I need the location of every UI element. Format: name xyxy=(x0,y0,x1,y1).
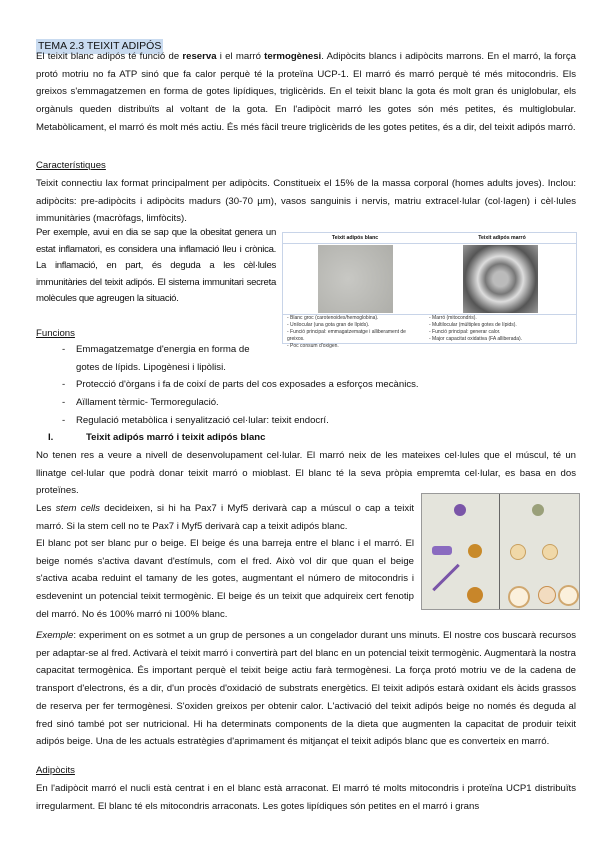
white-adipocyte-icon xyxy=(508,586,530,608)
obesity-paragraph: Per exemple, avui en dia se sap que la obesitat genera un estat inflamatori, es considera una inflamació lleu i crònica. La inflamació, en part, és deguda a les cèl·lules immunitàries del teixit adipós. El sistema immunitari secreta molècules que agreugen la situació. xyxy=(36,227,276,304)
note: - Funció principal: emmagatzematge i alliberament de greixos. xyxy=(287,329,406,342)
section-title: Teixit adipós marró i teixit adipós blanc xyxy=(86,432,266,443)
bold-term: reserva xyxy=(182,51,217,62)
white-tissue-micrograph xyxy=(318,245,393,313)
text: i el marró xyxy=(216,51,265,62)
note: - Multilocular (múltiples gotes de lípids). xyxy=(429,322,517,328)
italic-term: Exemple xyxy=(36,630,74,641)
stem-cell-icon xyxy=(454,504,466,516)
text: El teixit blanc adipós té funció de xyxy=(36,51,183,62)
brown-tissue-micrograph xyxy=(463,245,538,313)
stem-cell-icon xyxy=(532,504,544,516)
heading-adipocits: Adipòcits xyxy=(36,765,75,776)
note: - Unilocular (una gota gran de lípids). xyxy=(287,322,370,328)
section-heading xyxy=(36,429,576,447)
stem-cells-paragraph xyxy=(36,500,414,535)
text: : experiment on es sotmet a un grup de persones a un congelador durant uns minuts. El nostre cos buscarà recursos per adaptar-se al fred. Activarà el teixit marró i convertirà part del blanc en un potencial teixit termogènic. Augmentarà la nostra capacitat termogènica. És important perquè el teixit beige actiu farà termogènesi. La força protó motriu ve de la cadena de transport d'electrons, és a dir, d'un procès d'oxidació de substrats energètics. El teixit adipós estarà oxidant els àcids grassos de reserva per fer termogènesi. S'oxiden greixos per obtenir calor. L'activació del teixit adipós beige no només és deguda al fred sinó també pot ser nutricional. Hi ha determinats components de la dieta que augmenten la capacitat de produir teixit adipós beige. Una de les actuals estratègies d'aprimament és mitjançat el teixit adipós blanc que es converteix en marró. xyxy=(36,630,576,748)
text: Les xyxy=(36,503,56,514)
heading-funcions: Funcions xyxy=(36,328,75,339)
cell-lineage-diagram xyxy=(421,493,580,610)
bold-term: termogènesi xyxy=(264,51,322,62)
beige-paragraph: El blanc pot ser blanc pur o beige. El beige és una barreja entre el blanc i el marró. El beige només s'activa davant d'estímuls, com el fred. Això vol dir que quan el beige s'activa acaba reduint el tamany de les gotes, augmentant el número de mitocondris i esdevenint un potencial teixit termogènic. El beige és un teixit que adquireix cert fenotip del marró. No és 100% marró ni 100% blanc. xyxy=(36,538,414,620)
note: - Major capacitat oxidativa (FA alliberada). xyxy=(429,336,523,342)
brown-preadipocyte-icon xyxy=(468,544,482,558)
white-adipocyte-icon xyxy=(558,585,579,606)
list-item: - Regulació metabòlica i senyalització cel·lular: teixit endocrí. xyxy=(62,412,562,430)
page-title: TEMA 2.3 TEIXIT ADIPÓS xyxy=(38,40,162,52)
white-tissue-title: Teixit adipós blanc xyxy=(331,235,379,241)
intro-paragraph xyxy=(36,48,576,137)
note: - Blanc groc (carotenoides/hemoglobina). xyxy=(287,315,379,321)
heading-caracteristiques: Característiques xyxy=(36,160,106,171)
caracteristiques-paragraph: Teixit connectiu lax format principalment per adipòcits. Constitueix el 15% de la massa corporal (homes adults joves). Inclou: adipòcits: pre-adipòcits i adipòcits madurs (30-70 µm), vasos sanguinis i nervis, matriu extracel·lular (col·lagen) i cèl·lules immunitàries (macròfags, limfòcits). xyxy=(36,178,576,225)
note: - Poc consum d'oxigen. xyxy=(287,343,339,349)
adipose-tissue-comparison-figure xyxy=(282,232,577,349)
list-item: - Protecció d'òrgans i fa de coixí de parts del cos exposades a esforços mecànics. xyxy=(62,376,562,394)
beige-preadipocyte-icon xyxy=(542,544,558,560)
italic-term: stem cells xyxy=(55,503,100,514)
note: - Marró (mitocondris). xyxy=(429,315,477,321)
myotube-icon xyxy=(432,564,460,592)
funcions-list xyxy=(62,341,562,430)
list-item: - Emmagatzematge d'energia en forma de gotes de lípids. Lipogènesi i lipòlisi. xyxy=(62,341,271,376)
text: decideixen, si hi ha Pax7 i Myf5 derivarà cap a múscul o cap a teixit marró. Si la stem cell no te Pax7 i Myf5 derivarà cap a teixit adipós blanc. xyxy=(36,503,414,532)
section-number: I. xyxy=(48,432,54,443)
list-item: - Aïllament tèrmic- Termoregulació. xyxy=(62,394,562,412)
note: - Funció principal: generar calor. xyxy=(429,329,501,335)
white-preadipocyte-icon xyxy=(510,544,526,560)
text: . Adipòcits blancs i adipòcits marrons. En el marró, la força protó motriu no fa ATP sinó que fa calor perquè té la proteïna UCP-1. El marró és marró perquè té més mitocondris. Els greixos s'emmagatzemen en forma de gotes lipídiques, triglicèrids. En el teixit blanc la gota és molt gran és uniglobular, els orgànuls queden distribuïts al voltant de la gota. En l'adipòcit marró les gotes són més petites, és multiglobular. Metabòlicament, el marró és molt més actiu. És més fàcil treure triglicèrids de les gotes petites, és a dir, del teixit adipós marró. xyxy=(36,51,576,133)
brown-tissue-title: Teixit adipós marró xyxy=(478,235,526,241)
brown-tissue-notes xyxy=(429,315,572,343)
example-paragraph xyxy=(36,627,576,751)
beige-adipocyte-icon xyxy=(538,586,556,604)
adipocits-paragraph: En l'adipòcit marró el nucli està centrat i en el blanc està arraconat. El marró té molts mitocondris i proteïna UCP1 distribuïts irregularment. El blanc té els mitocondris arraconats. Les gotes lipídiques són petites en el marró i grans xyxy=(36,783,576,812)
myoblast-icon xyxy=(432,546,452,555)
brown-adipocyte-icon xyxy=(467,587,483,603)
development-paragraph: No tenen res a veure a nivell de desenvolupament cel·lular. El marró neix de les mateixes cel·lules que el múscul, té un llinatge cel·lular que podrà donar teixit marró o mioblast. El blanc té la seva pròpia empremta cel·lular, es basa en dos proteïnes. xyxy=(36,450,576,497)
